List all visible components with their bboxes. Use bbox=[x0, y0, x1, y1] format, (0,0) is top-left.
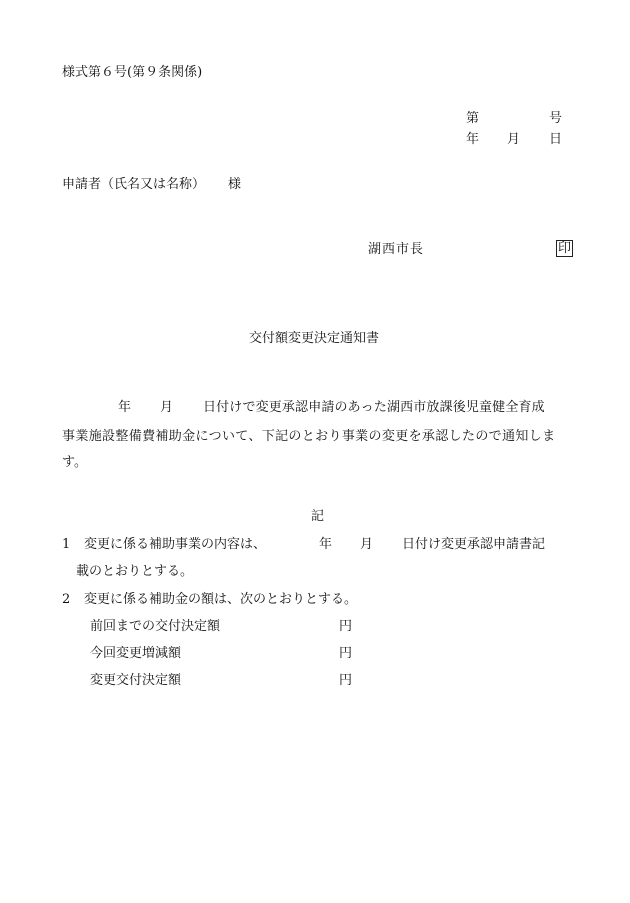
body-year: 年 bbox=[118, 400, 132, 415]
item1-continuation: 載のとおりとする。 bbox=[76, 564, 194, 579]
recipient-label: 申請者（氏名又は名称） bbox=[62, 177, 206, 192]
date-day: 日 bbox=[549, 132, 563, 147]
item1-month: 月 bbox=[360, 537, 374, 552]
document-title: 交付額変更決定通知書 bbox=[249, 331, 380, 346]
doc-number-prefix: 第 bbox=[466, 111, 480, 126]
amount-unit-new: 円 bbox=[339, 673, 353, 688]
item1-number: 1 bbox=[62, 537, 71, 552]
date-year: 年 bbox=[466, 132, 480, 147]
date-month: 月 bbox=[507, 132, 521, 147]
body-line3: す。 bbox=[62, 455, 87, 470]
amount-label-change: 今回変更増減額 bbox=[90, 646, 182, 661]
item2-text: 変更に係る補助金の額は、次のとおりとする。 bbox=[84, 592, 358, 607]
doc-number-suffix: 号 bbox=[549, 111, 563, 126]
body-line1: 日付けで変更承認申請のあった湖西市放課後児童健全育成 bbox=[203, 400, 545, 415]
amount-label-previous: 前回までの交付決定額 bbox=[90, 619, 221, 634]
recipient-honorific: 様 bbox=[228, 177, 242, 192]
form-label: 様式第６号(第９条関係) bbox=[62, 65, 203, 80]
item2-number: 2 bbox=[62, 592, 71, 607]
amount-label-new: 変更交付決定額 bbox=[90, 673, 182, 688]
seal-stamp: 印 bbox=[558, 241, 572, 256]
issuer-seal bbox=[556, 240, 573, 257]
body-line2: 事業施設整備費補助金について、下記のとおり事業の変更を承認したので通知しま bbox=[62, 429, 556, 444]
item1-text: 変更に係る補助事業の内容は、 bbox=[84, 537, 267, 552]
amount-unit-change: 円 bbox=[339, 646, 353, 661]
amount-unit-previous: 円 bbox=[339, 619, 353, 634]
body-month: 月 bbox=[160, 400, 174, 415]
item1-year: 年 bbox=[319, 537, 333, 552]
item1-rest: 日付け変更承認申請書記 bbox=[402, 537, 546, 552]
issuer-name: 湖西市長 bbox=[368, 242, 425, 257]
ki-heading: 記 bbox=[311, 509, 325, 524]
